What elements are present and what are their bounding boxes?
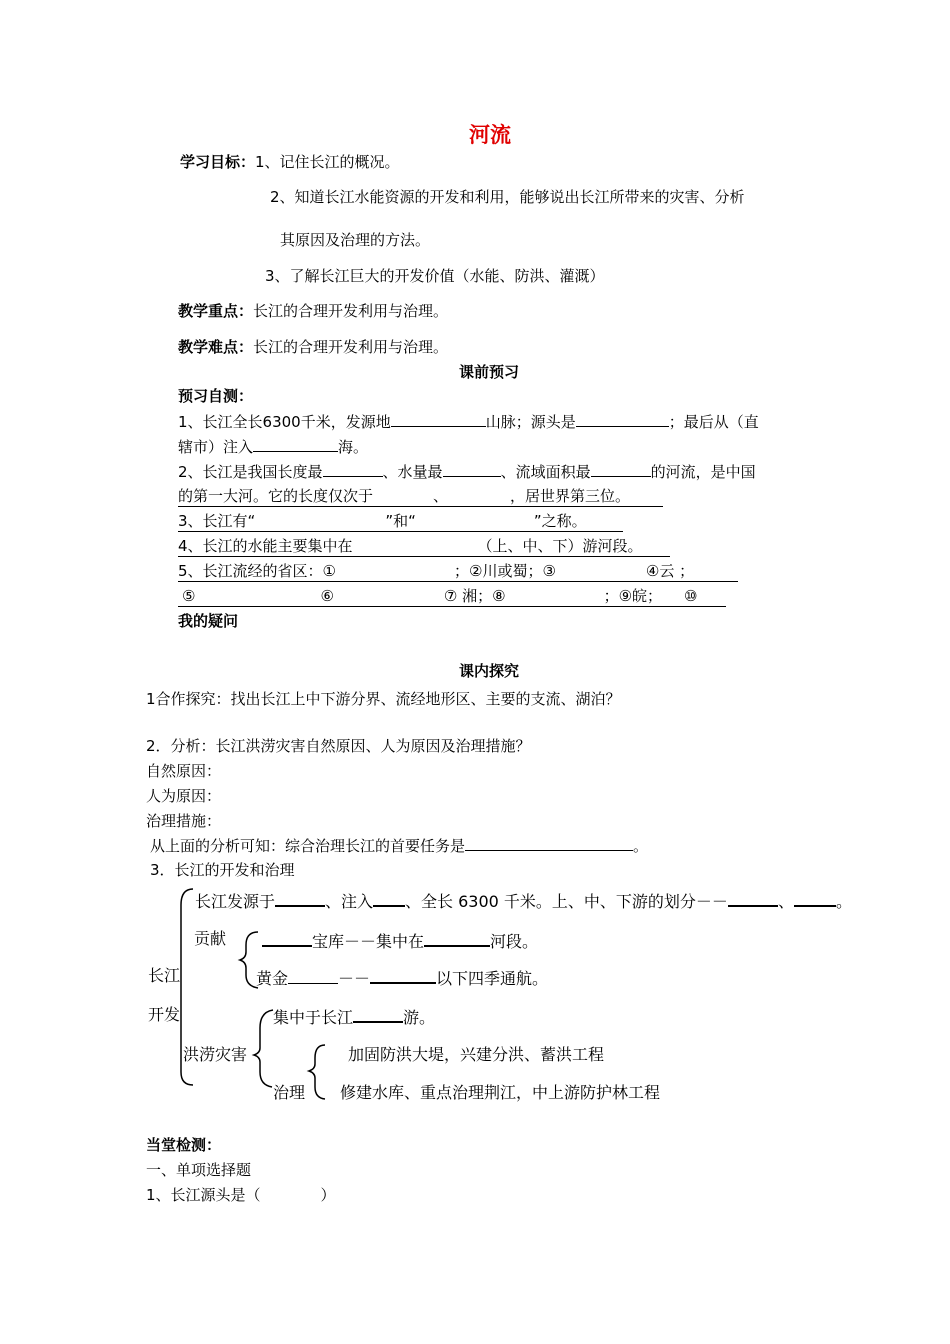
- q1-text-b: 山脉；源头是: [485, 413, 576, 431]
- govern-item-1: 加固防洪大堤，兴建分洪、蓄洪工程: [348, 1045, 605, 1064]
- diagram-line-baoku: [262, 929, 538, 952]
- q5-item-9: ；⑨皖；: [603, 587, 663, 605]
- q3-text-a: 3、长江有“: [178, 512, 256, 530]
- my-questions-label: 我的疑问: [178, 612, 239, 630]
- flood-brace: [254, 1010, 273, 1087]
- test-section: 一、单项选择题: [146, 1161, 252, 1179]
- objective-1: 1、记住长江的概况。: [255, 153, 400, 171]
- q1-text-a: 1、长江全长6300千米，发源地: [178, 413, 391, 431]
- govern-item-2: 修建水库、重点治理荆江，中上游防护林工程: [340, 1083, 661, 1102]
- conclusion-end: 。: [633, 837, 649, 855]
- q5-text-a: 5、长江流经的省区：①: [178, 562, 336, 580]
- source-blank[interactable]: [275, 889, 325, 907]
- inquiry-q2: 2．分析：长江洪涝灾害自然原因、人为原因及治理措施？: [146, 737, 531, 755]
- diagram-line-source: [195, 889, 852, 912]
- objective-2b: 其原因及治理的方法。: [280, 231, 431, 249]
- difficulty-label: 教学难点：: [178, 338, 254, 356]
- q1-text-e: 海。: [338, 438, 369, 456]
- q2-text-e: 的第一大河。它的长度仅次于: [178, 487, 374, 505]
- q2-text-g: ，居世界第三位。: [510, 487, 631, 505]
- division-blank-2[interactable]: [794, 889, 836, 907]
- q5-item-7-8: ⑦ 湘；⑧: [443, 587, 506, 605]
- human-causes-label: 人为原因：: [146, 787, 222, 805]
- key-point-label: 教学重点：: [178, 302, 254, 320]
- concentrate-blank[interactable]: [353, 1005, 403, 1023]
- self-test-label: 预习自测：: [178, 387, 254, 405]
- preview-heading: 课前预习: [459, 363, 520, 381]
- q3-text-b: ”和“: [385, 512, 416, 530]
- baoku-blank[interactable]: [262, 929, 312, 947]
- govern-brace: [309, 1045, 325, 1099]
- gold-blank[interactable]: [288, 968, 338, 984]
- q2-text-d: 的河流，是中国: [650, 463, 756, 481]
- measures-label: 治理措施：: [146, 812, 222, 830]
- diagram-line-concentrate: [273, 1005, 435, 1028]
- division-end: 。: [835, 892, 852, 911]
- difficulty-text: 长江的合理开发利用与治理。: [253, 338, 449, 356]
- root-label-2: 开发: [148, 1005, 181, 1024]
- baoku-text: 宝库－－集中在: [312, 932, 425, 951]
- inquiry-heading: 课内探究: [459, 662, 520, 680]
- q5-item-10: ⑩: [684, 587, 698, 605]
- inquiry-q3: 3．长江的开发和治理: [150, 861, 295, 879]
- inquiry-q1: 1合作探究：找出长江上中下游分界、流经地形区、主要的支流、湖泊？: [146, 690, 621, 708]
- baoku-blank-2[interactable]: [424, 929, 490, 947]
- q5-text-b: ；②川或蜀；③: [454, 562, 556, 580]
- concentrate-end: 游。: [403, 1008, 436, 1027]
- gold-text: 黄金: [256, 969, 289, 988]
- q2-text-a: 2、长江是我国长度最: [178, 463, 323, 481]
- key-point-text: 长江的合理开发利用与治理。: [253, 302, 449, 320]
- inflow-blank[interactable]: [373, 889, 405, 907]
- contribution-label: 贡献: [194, 929, 227, 948]
- gold-blank-2[interactable]: [370, 966, 436, 984]
- inflow-text: 、注入: [325, 892, 374, 911]
- source-text: 长江发源于: [195, 892, 276, 911]
- q5-item-6: ⑥: [320, 587, 334, 605]
- test-heading: 当堂检测：: [146, 1136, 222, 1154]
- q2-text-c: 、流域面积最: [500, 463, 591, 481]
- objective-3: 3、了解长江巨大的开发价值（水能、防洪、灌溉）: [265, 267, 605, 285]
- test-q1: 1、长江源头是（ ）: [146, 1186, 336, 1204]
- root-label-1: 长江: [148, 966, 181, 985]
- baoku-end: 河段。: [490, 932, 539, 951]
- q1-text-c: ；最后从（直: [668, 413, 759, 431]
- division-sep: 、: [777, 892, 794, 911]
- page-title: 河流: [469, 123, 511, 147]
- conclusion-text: 从上面的分析可知：综合治理长江的首要任务是: [150, 837, 466, 855]
- gold-end: 以下四季通航。: [436, 969, 549, 988]
- q2-text-f: 、: [433, 487, 449, 505]
- objective-2a: 2、知道长江水能资源的开发和利用，能够说出长江所带来的灾害、分析: [270, 188, 745, 206]
- division-blank-1[interactable]: [728, 889, 778, 907]
- govern-label: 治理: [273, 1083, 306, 1102]
- division-text: 、全长 6300 千米。上、中、下游的划分－－: [405, 892, 728, 911]
- q2-text-b: 、水量最: [382, 463, 443, 481]
- diagram-line-gold: [256, 966, 548, 989]
- q1-text-d: 辖市）注入: [178, 438, 254, 456]
- gold-dash: －－: [338, 969, 371, 988]
- concentrate-text: 集中于长江: [273, 1008, 354, 1027]
- objectives-label: 学习目标：: [180, 153, 256, 171]
- q5-text-c: ④云 ；: [645, 562, 695, 580]
- q5-item-5: ⑤: [182, 587, 196, 605]
- natural-causes-label: 自然原因：: [146, 762, 222, 780]
- q3-text-c: ”之称。: [533, 512, 587, 530]
- q4-text-b: （上、中、下）游河段。: [477, 537, 643, 555]
- flood-label: 洪涝灾害: [183, 1045, 248, 1064]
- q4-text-a: 4、长江的水能主要集中在: [178, 537, 353, 555]
